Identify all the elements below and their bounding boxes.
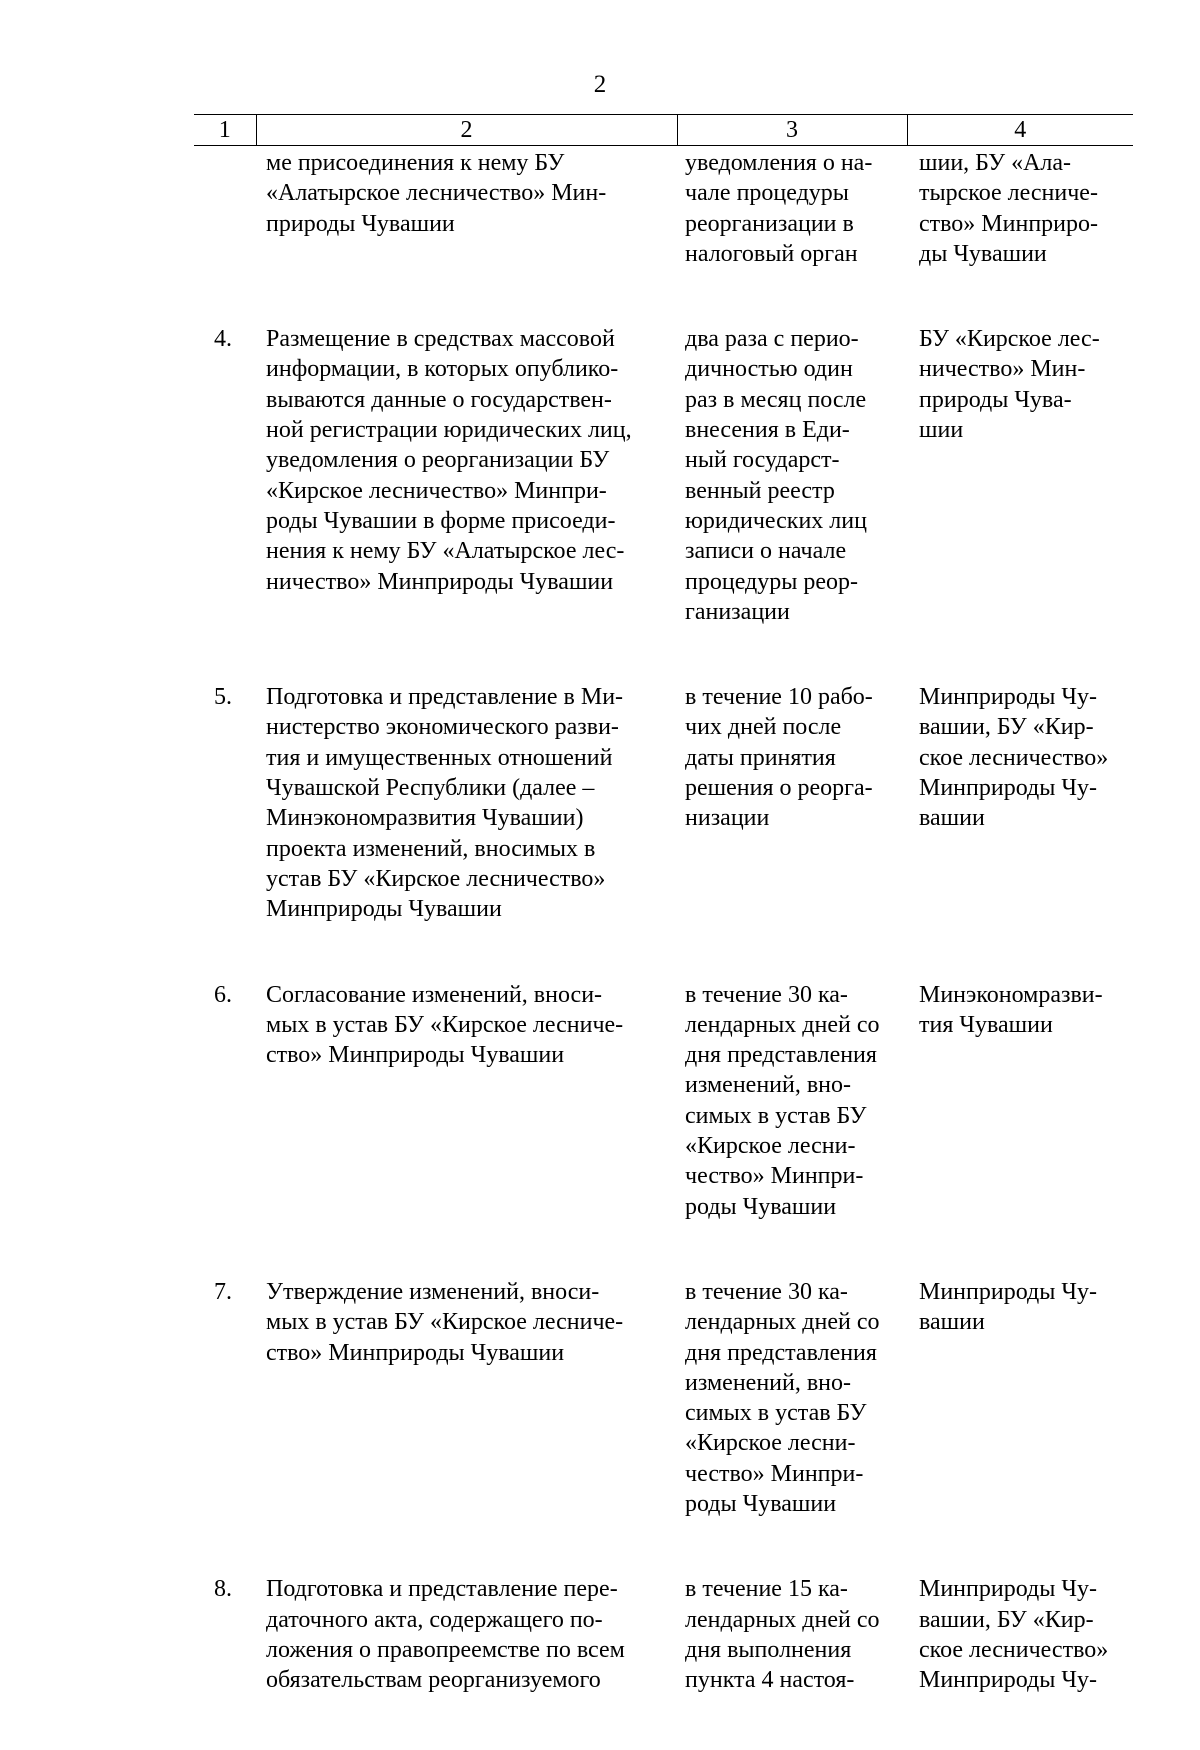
- reorganization-plan-table: [194, 114, 1133, 1750]
- responsible-text: Минприроды Чу- вашии, БУ «Кир- ское лесничество» Минприроды Чу-: [919, 1576, 1109, 1694]
- row-number: 8.: [214, 1576, 232, 1603]
- deadline-text: в течение 10 рабо- чих дней после даты принятия решения о реорга- низации: [685, 684, 873, 832]
- table-row: [194, 682, 1133, 979]
- action-text: Подготовка и представление пере- даточного акта, содержащего по- ложения о правопреемстве по всем обязательствам реорганизуемого: [266, 1576, 625, 1694]
- deadline-text: два раза с перио- дичностью один раз в месяц после внесения в Еди- ный государст- венный реестр юридических лиц записи о начале процедуры реор- ганизации: [685, 326, 867, 625]
- row-number: 6.: [214, 981, 232, 1008]
- action-text: Размещение в средствах массовой информации, в которых опублико- вываются данные о государствен- ной регистрации юридических лиц, уведомления о реорганизации БУ «Кирское лесничество» Минпри- роды Чувашии в форме присоеди- нения к нему БУ «Алатырское лес- ничество» Минприроды Чувашии: [266, 326, 632, 595]
- column-header-1: 1: [194, 115, 256, 146]
- deadline-text: в течение 30 ка- лендарных дней со дня представления изменений, вно- симых в устав БУ «Кирское лесни- чество» Минпри- роды Чувашии: [685, 981, 880, 1220]
- column-header-3: 3: [677, 115, 907, 146]
- action-text: Согласование изменений, вноси- мых в устав БУ «Кирское лесниче- ство» Минприроды Чувашии: [266, 981, 624, 1069]
- column-header-4: 4: [907, 115, 1133, 146]
- responsible-text: Минприроды Чу- вашии: [919, 1278, 1097, 1336]
- row-number: 7.: [214, 1278, 232, 1305]
- table-row: [194, 1574, 1133, 1750]
- responsible-text: Минэкономразви- тия Чувашии: [919, 981, 1103, 1038]
- table-row: [194, 980, 1133, 1277]
- responsible-text: шии, БУ «Ала- тырское лесниче- ство» Минприро- ды Чувашии: [919, 150, 1099, 267]
- responsible-text: Минприроды Чу- вашии, БУ «Кир- ское лесничество» Минприроды Чу- вашии: [919, 684, 1109, 832]
- deadline-text: в течение 30 ка- лендарных дней со дня представления изменений, вно- симых в устав БУ «Кирское лесни- чество» Минпри- роды Чувашии: [685, 1278, 880, 1517]
- row-number: 4.: [214, 326, 232, 353]
- table-header-row: [194, 115, 1133, 146]
- page-number: 2: [593, 71, 607, 98]
- table-row: [194, 146, 1133, 325]
- table-row: [194, 324, 1133, 682]
- table-row: [194, 1277, 1133, 1574]
- action-text: Подготовка и представление в Ми- нистерство экономического разви- тия и имущественных отношений Чувашской Республики (далее – Минэкономразвития Чувашии) проекта изменений, вносимых в устав БУ «Кирское лесничество» Минприроды Чувашии: [266, 684, 624, 923]
- column-header-2: 2: [256, 115, 677, 146]
- responsible-text: БУ «Кирское лес- ничество» Мин- природы Чува- шии: [919, 326, 1100, 444]
- action-text: ме присоединения к нему БУ «Алатырское лесничество» Мин- природы Чувашии: [266, 150, 607, 237]
- row-number: [194, 146, 256, 325]
- row-number: 5.: [214, 684, 232, 711]
- action-text: Утверждение изменений, вноси- мых в устав БУ «Кирское лесниче- ство» Минприроды Чувашии: [266, 1278, 624, 1366]
- deadline-text: уведомления о на- чале процедуры реорганизации в налоговый орган: [685, 150, 873, 267]
- deadline-text: в течение 15 ка- лендарных дней со дня выполнения пункта 4 настоя-: [685, 1576, 880, 1694]
